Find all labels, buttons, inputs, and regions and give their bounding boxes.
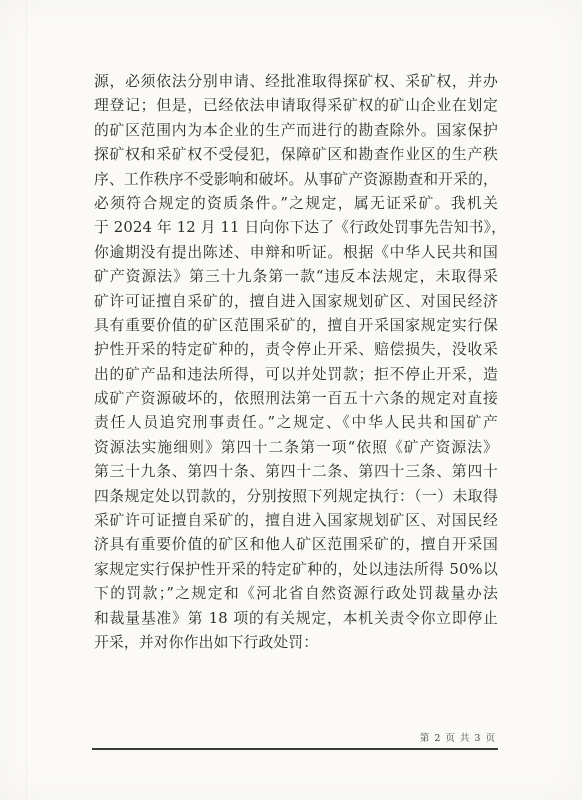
text-line: 探矿权和采矿权不受侵犯，保障矿区和勘查作业区的生产秩 xyxy=(94,146,498,164)
footer-rule xyxy=(92,748,498,750)
page-number: 第 2 页 共 3 页 xyxy=(419,733,496,744)
text-line: 的矿区范围内为本企业的生产而进行的勘查除外。国家保护 xyxy=(94,121,498,139)
text-line: 成矿产资源破坏的，依照刑法第一百五十六条的规定对直接 xyxy=(94,390,498,408)
text-line: 第三十九条、第四十条、第四十二条、第四十三条、第四十 xyxy=(94,463,498,481)
text-line: 矿产资源法》第三十九条第一款“违反本法规定，未取得采 xyxy=(94,268,498,286)
text-line: 矿许可证擅自采矿的，擅自进入国家规划矿区、对国民经济 xyxy=(94,292,498,310)
text-line: 采矿许可证擅自采矿的，擅自进入国家规划矿区、对国民经 xyxy=(94,512,498,530)
text-line: 具有重要价值的矿区范围采矿的，擅自开采国家规定实行保 xyxy=(94,316,498,334)
text-line: 出的矿产品和违法所得，可以并处罚款；拒不停止开采，造 xyxy=(94,365,498,383)
text-line: 源，必须依法分别申请、经批准取得探矿权、采矿权，并办 xyxy=(94,73,498,90)
text-line: 必须符合规定的资质条件。”之规定，属无证采矿。我机关 xyxy=(94,194,498,212)
text-line-last: 开采，并对你作出如下行政处罚： xyxy=(94,633,319,651)
text-line: 责任人员追究刑事责任。”之规定、《中华人民共和国矿产 xyxy=(94,414,498,432)
text-line: 四条规定处以罚款的，分别按照下列规定执行：（一）未取得 xyxy=(94,487,498,505)
scan-binding-shadow xyxy=(26,0,27,800)
document-body xyxy=(94,70,507,655)
text-line: 序、工作秩序不受影响和破坏。从事矿产资源勘查和开采的， xyxy=(94,170,498,188)
text-line: 理登记；但是，已经依法申请取得采矿权的矿山企业在划定 xyxy=(94,97,498,115)
text-line: 于 2024 年 12 月 11 日向你下达了《行政处罚事先告知书》， xyxy=(94,219,507,237)
text-line: 济具有重要价值的矿区和他人矿区范围采矿的，擅自开采国 xyxy=(94,536,498,554)
text-line: 资源法实施细则》第四十二条第一项“依照《矿产资源法》 xyxy=(94,438,498,456)
text-line: 护性开采的特定矿种的，责令停止开采、赔偿损失，没收采 xyxy=(94,341,498,359)
text-line: 和裁量基准》第 18 项的有关规定，本机关责令你立即停止 xyxy=(94,609,498,627)
text-line: 你逾期没有提出陈述、申辩和听证。根据《中华人民共和国 xyxy=(94,243,498,261)
text-line: 家规定实行保护性开采的特定矿种的，处以违法所得 50%以 xyxy=(94,560,498,578)
text-line: 下的罚款；”之规定和《河北省自然资源行政处罚裁量办法 xyxy=(94,585,498,603)
